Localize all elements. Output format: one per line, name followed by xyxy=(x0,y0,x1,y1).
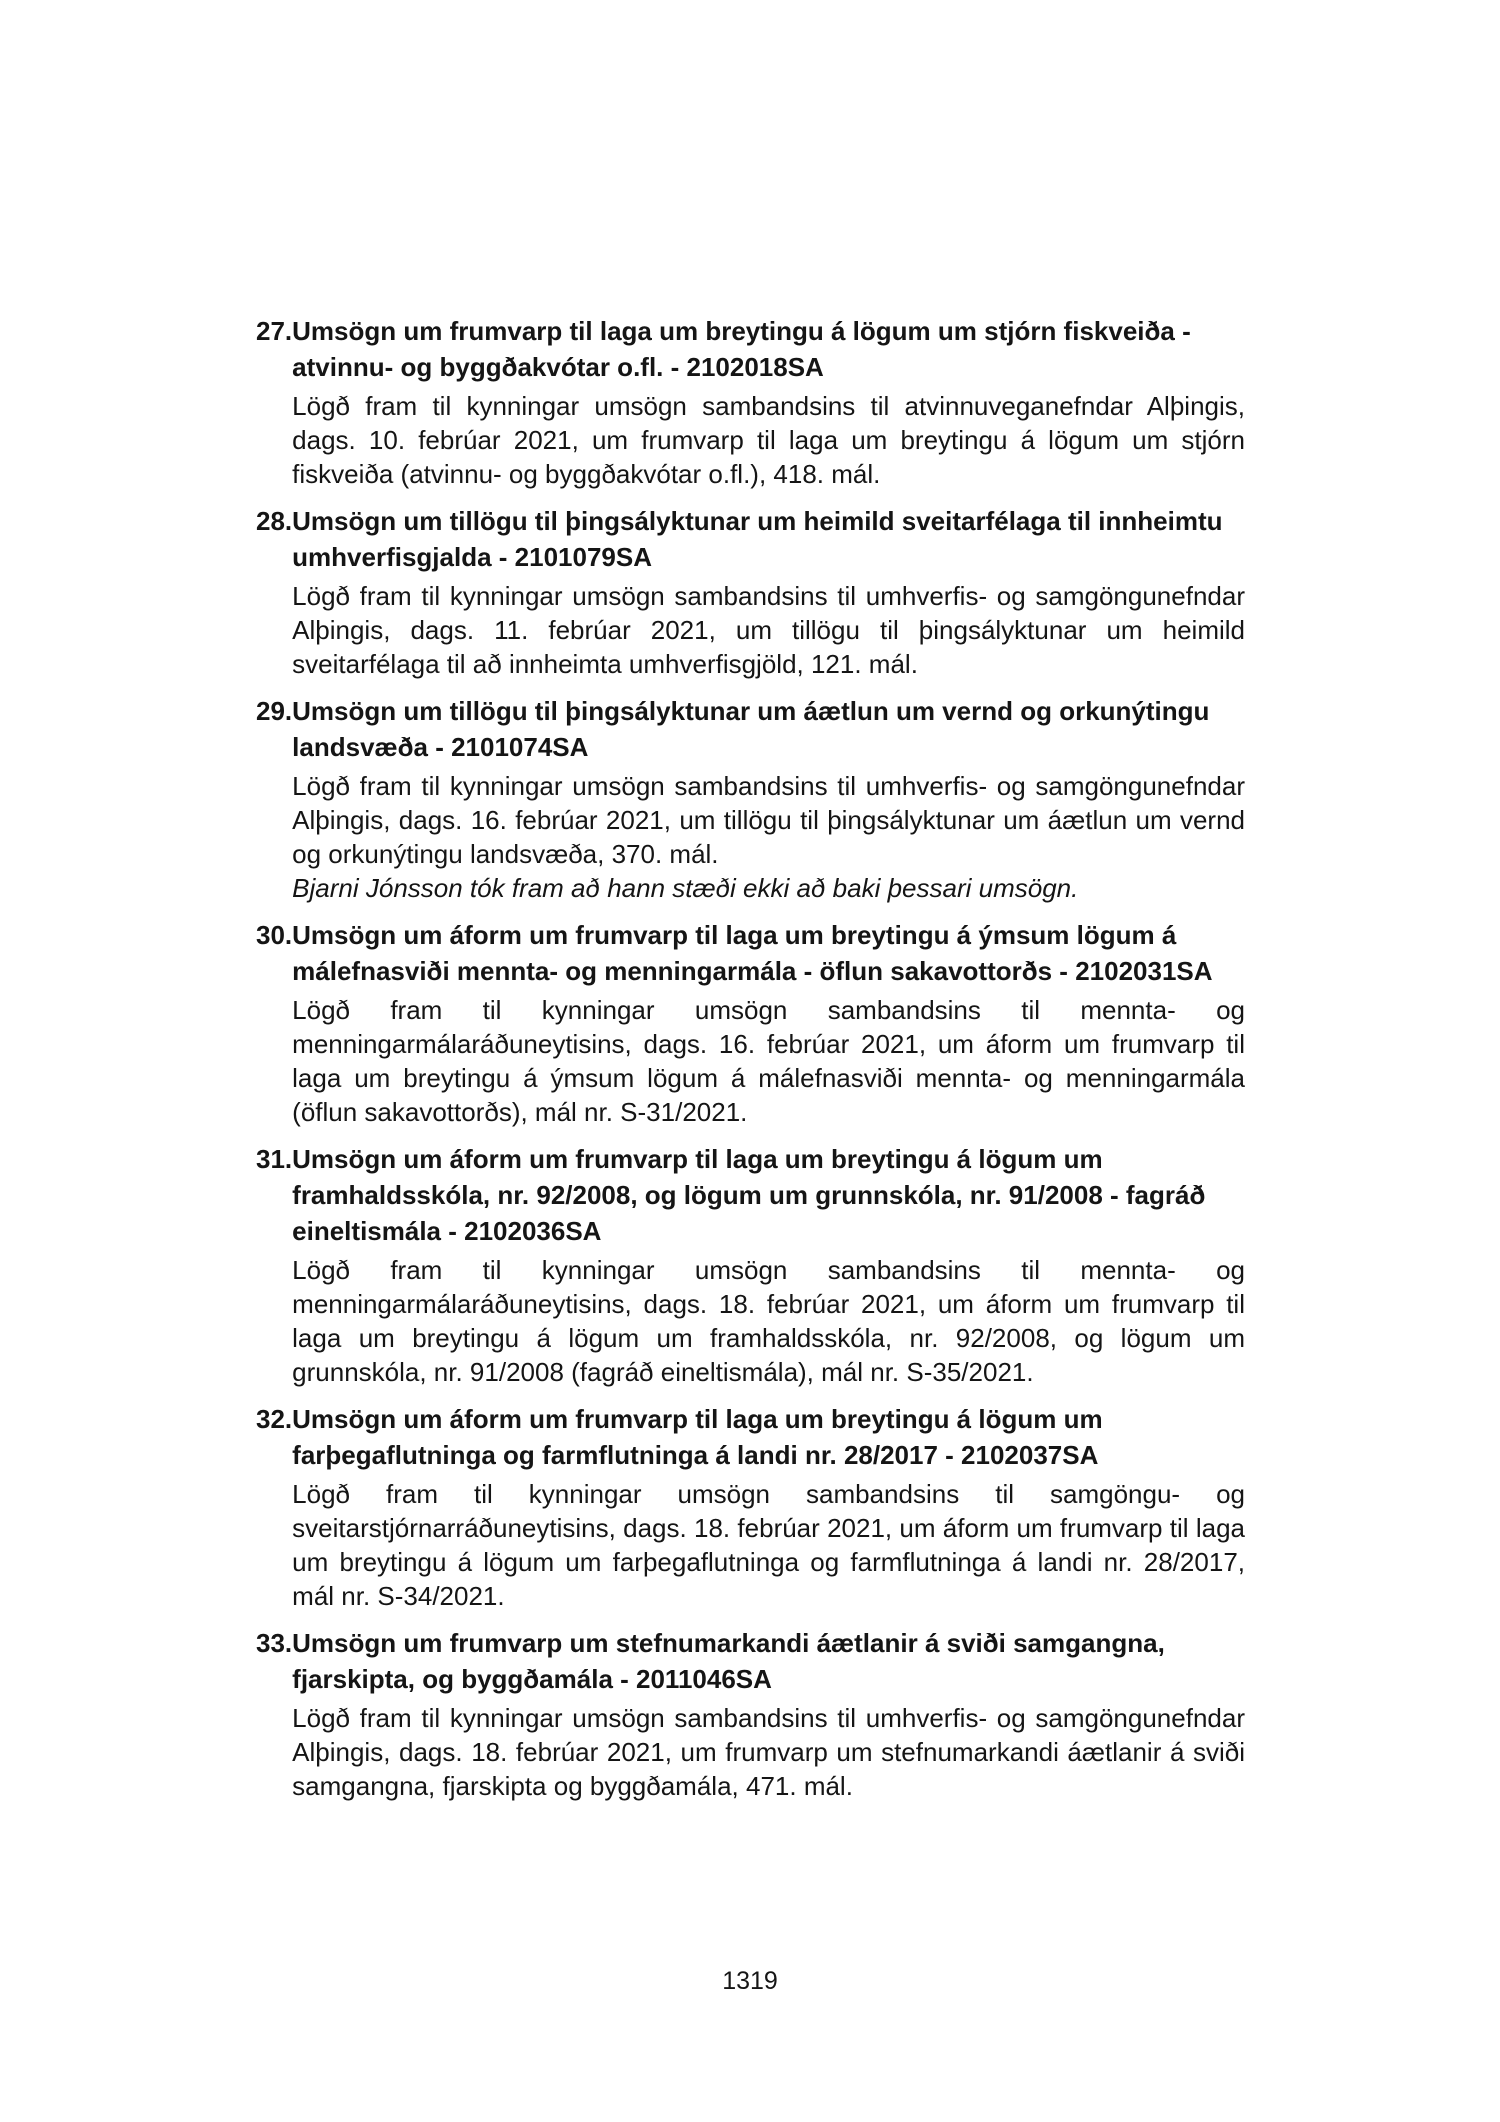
item-title: Umsögn um tillögu til þingsályktunar um heimild sveitarfélaga til innheimtu umhverfisgjalda - 2101079SA xyxy=(292,506,1223,572)
item-title: Umsögn um frumvarp um stefnumarkandi áætlanir á sviði samgangna, fjarskipta, og byggðamála - 2011046SA xyxy=(292,1628,1165,1694)
list-item xyxy=(256,1625,1245,1803)
item-content xyxy=(292,1141,1245,1389)
item-number: 29. xyxy=(256,696,293,726)
item-content xyxy=(292,1625,1245,1803)
list-item xyxy=(256,313,1245,491)
item-title: Umsögn um tillögu til þingsályktunar um áætlun um vernd og orkunýtingu landsvæða - 2101074SA xyxy=(292,696,1210,762)
item-body: Lögð fram til kynningar umsögn sambandsins til umhverfis- og samgöngunefndar Alþingis, dags. 11. febrúar 2021, um tillögu til þingsályktunar um heimild sveitarfélaga til að innheimta umhverfisgjöld, 121. mál. xyxy=(292,581,1245,679)
list-item xyxy=(256,503,1245,681)
item-body: Lögð fram til kynningar umsögn sambandsins til atvinnuveganefndar Alþingis, dags. 10. febrúar 2021, um frumvarp til laga um breytingu á lögum um stjórn fiskveiða (atvinnu- og byggðakvótar o.fl.), 418. mál. xyxy=(292,391,1245,489)
item-number: 30. xyxy=(256,920,293,950)
item-content xyxy=(292,1401,1245,1613)
item-content xyxy=(292,917,1245,1129)
item-number: 27. xyxy=(256,316,293,346)
item-content xyxy=(292,693,1245,905)
item-content xyxy=(292,313,1245,491)
item-body: Lögð fram til kynningar umsögn sambandsins til mennta- og menningarmálaráðuneytisins, dags. 16. febrúar 2021, um áform um frumvarp til laga um breytingu á ýmsum lögum á málefnasviði mennta- og menningarmála (öflun sakavottorðs), mál nr. S-31/2021. xyxy=(292,995,1245,1127)
list-item xyxy=(256,1141,1245,1389)
list-item xyxy=(256,1401,1245,1613)
list-item xyxy=(256,917,1245,1129)
item-title: Umsögn um áform um frumvarp til laga um breytingu á lögum um framhaldsskóla, nr. 92/2008, og lögum um grunnskóla, nr. 91/2008 - fagráð eineltismála - 2102036SA xyxy=(292,1144,1206,1246)
item-body: Lögð fram til kynningar umsögn sambandsins til mennta- og menningarmálaráðuneytisins, dags. 18. febrúar 2021, um áform um frumvarp til laga um breytingu á lögum um framhaldsskóla, nr. 92/2008, og lögum um grunnskóla, nr. 91/2008 (fagráð eineltismála), mál nr. S-35/2021. xyxy=(292,1255,1245,1387)
item-number: 31. xyxy=(256,1144,293,1174)
item-number: 33. xyxy=(256,1628,293,1658)
item-body: Lögð fram til kynningar umsögn sambandsins til umhverfis- og samgöngunefndar Alþingis, dags. 18. febrúar 2021, um frumvarp um stefnumarkandi áætlanir á sviði samgangna, fjarskipta og byggðamála, 471. mál. xyxy=(292,1703,1245,1801)
item-body: Lögð fram til kynningar umsögn sambandsins til samgöngu- og sveitarstjórnarráðuneytisins, dags. 18. febrúar 2021, um áform um frumvarp til laga um breytingu á lögum um farþegaflutninga og farmflutninga á landi nr. 28/2017, mál nr. S-34/2021. xyxy=(292,1479,1245,1611)
item-number: 28. xyxy=(256,506,293,536)
item-content xyxy=(292,503,1245,681)
item-title: Umsögn um áform um frumvarp til laga um breytingu á ýmsum lögum á málefnasviði mennta- og menningarmála - öflun sakavottorðs - 2102031SA xyxy=(292,920,1213,986)
page-number: 1319 xyxy=(722,1967,778,1995)
item-number: 32. xyxy=(256,1404,293,1434)
item-title: Umsögn um frumvarp til laga um breytingu á lögum um stjórn fiskveiða - atvinnu- og byggðakvótar o.fl. - 2102018SA xyxy=(292,316,1191,382)
list-item xyxy=(256,693,1245,905)
item-title: Umsögn um áform um frumvarp til laga um breytingu á lögum um farþegaflutninga og farmflutninga á landi nr. 28/2017 - 2102037SA xyxy=(292,1404,1103,1470)
item-note: Bjarni Jónsson tók fram að hann stæði ekki að baki þessari umsögn. xyxy=(292,873,1079,903)
item-body: Lögð fram til kynningar umsögn sambandsins til umhverfis- og samgöngunefndar Alþingis, dags. 16. febrúar 2021, um tillögu til þingsályktunar um áætlun um vernd og orkunýtingu landsvæða, 370. mál. xyxy=(292,771,1245,869)
